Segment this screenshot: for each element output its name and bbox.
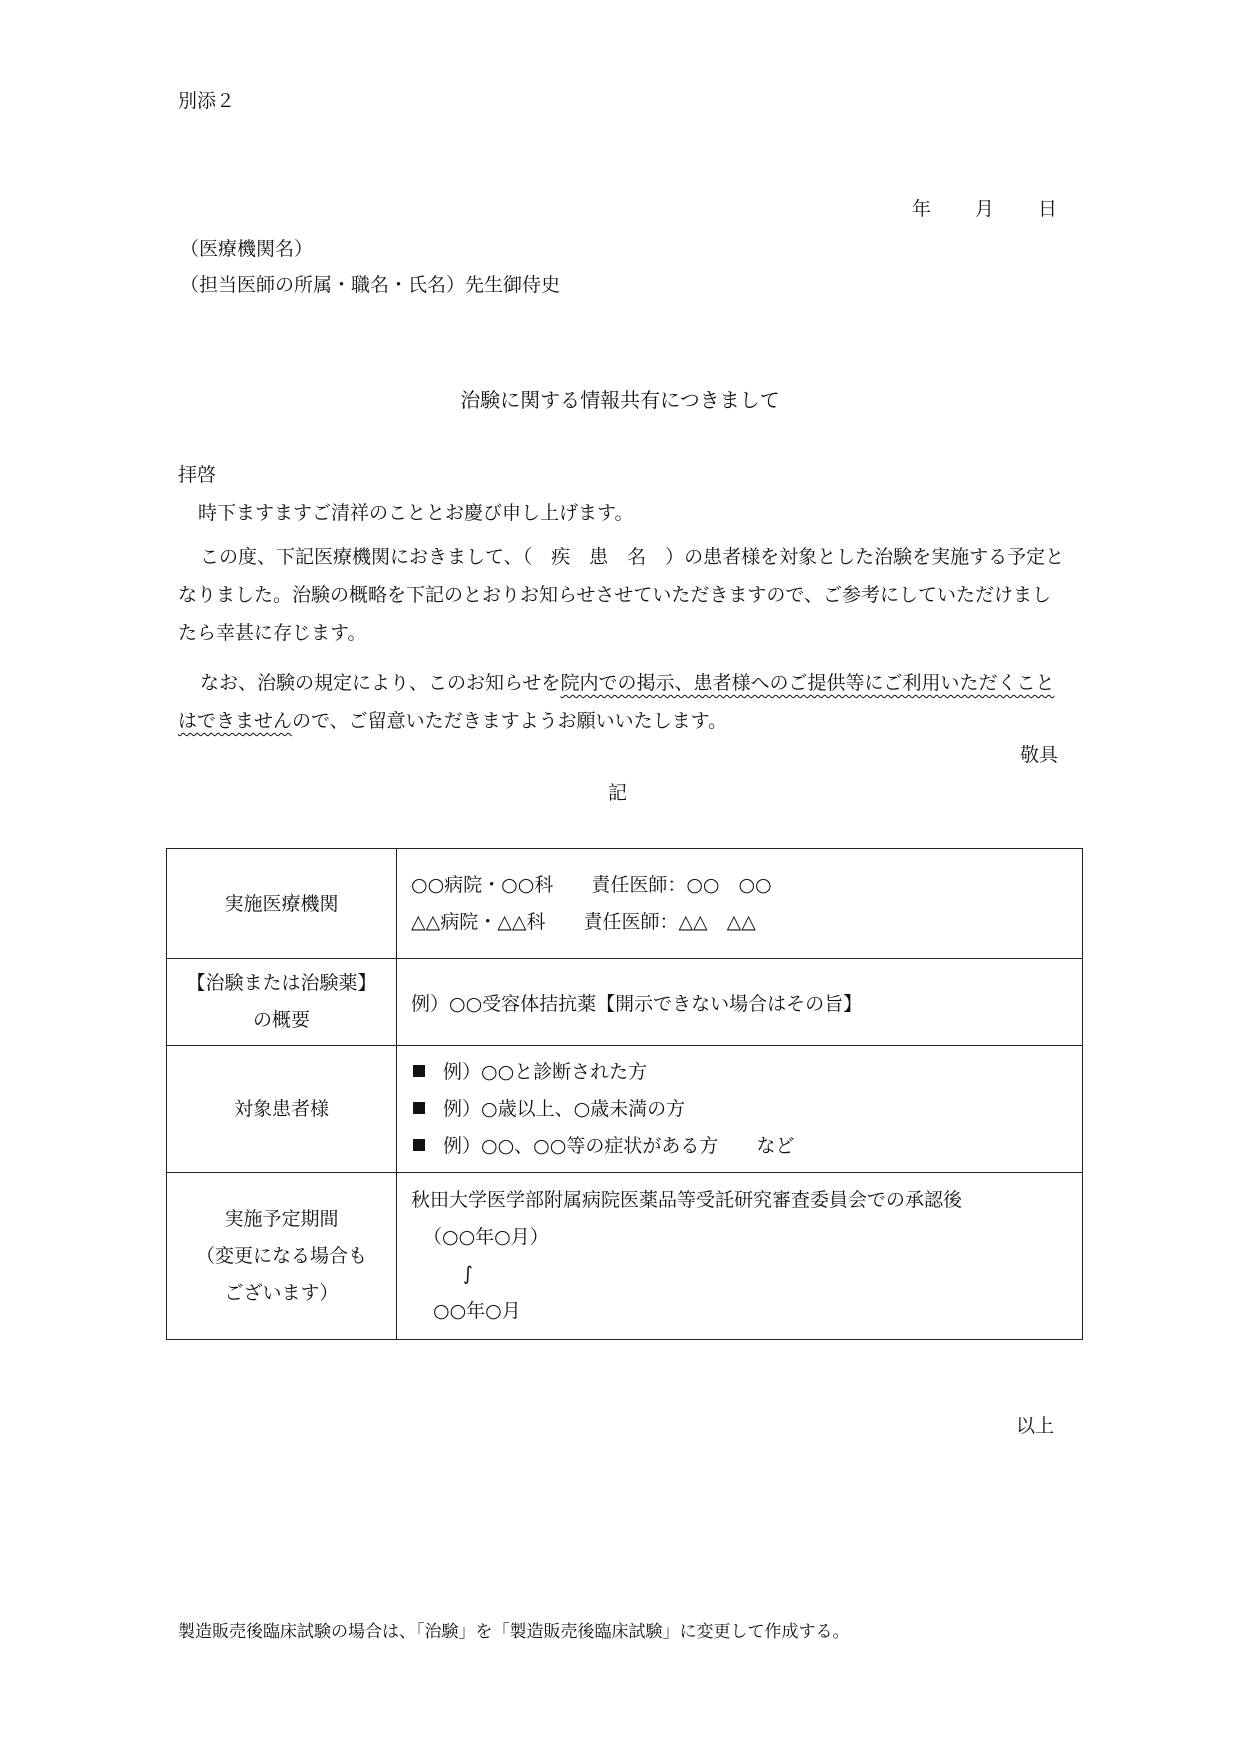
value-period: 秋田大学医学部附属病院医薬品等受託研究審査委員会での承認後 （○○年○月） ∫ ○○年○月 bbox=[397, 1173, 1083, 1340]
addressee-institution: （医療機関名） bbox=[180, 238, 314, 260]
document-title: 治験に関する情報共有につきまして bbox=[460, 388, 780, 412]
value-institution: ○○病院・○○科 責任医師：○○ ○○ △△病院・△△科 責任医師：△△ △△ bbox=[397, 849, 1083, 959]
label-overview: 【治験または治験薬】 の概要 bbox=[167, 959, 397, 1046]
date-month: 月 bbox=[975, 198, 995, 220]
value-overview: 例）○○受容体拮抗薬【開示できない場合はその旨】 bbox=[397, 959, 1083, 1046]
square-bullet-icon bbox=[413, 1139, 425, 1151]
square-bullet-icon bbox=[413, 1065, 425, 1077]
square-bullet-icon bbox=[413, 1102, 425, 1114]
table-row bbox=[167, 959, 1083, 1046]
greeting-haikei: 拝啓 bbox=[178, 464, 217, 486]
table-row bbox=[167, 1173, 1083, 1340]
body-paragraph-1: この度、下記医療機関におきまして、（ 疾 患 名 ）の患者様を対象とした治験を実施する予定となりました。治験の概略を下記のとおりお知らせさせていただきますので、ご参考にしていただけましたら幸甚に存じます。 bbox=[178, 546, 1065, 644]
seasonal-greeting: 時下ますますご清祥のこととお慶び申し上げます。 bbox=[198, 502, 634, 524]
date-day: 日 bbox=[1038, 198, 1058, 220]
attachment-label: 別添２ bbox=[178, 90, 236, 112]
footnote: 製造販売後臨床試験の場合は、「治験」を「製造販売後臨床試験」に変更して作成する。 bbox=[178, 1622, 850, 1642]
label-period: 実施予定期間 （変更になる場合も ございます） bbox=[167, 1173, 397, 1340]
date-line bbox=[912, 198, 1057, 221]
value-target-patients bbox=[397, 1046, 1083, 1173]
list-item: 例）○○、○○等の症状がある方 など bbox=[411, 1128, 1081, 1165]
list-item: 例）○歳以上、○歳未満の方 bbox=[411, 1091, 1081, 1128]
table-row bbox=[167, 1046, 1083, 1173]
body-text bbox=[178, 538, 1068, 740]
restriction-underlined: 院内での掲示、患者様へのご提供等にご利用いただくことはできません bbox=[178, 672, 1055, 732]
trial-info-table bbox=[166, 848, 1083, 1340]
body-paragraph-2: なお、治験の規定により、このお知らせを院内での掲示、患者様へのご提供等にご利用いただくことはできませんので、ご留意いただきますようお願いいたします。 bbox=[178, 672, 1055, 732]
table-row bbox=[167, 849, 1083, 959]
list-item: 例）○○と診断された方 bbox=[411, 1054, 1081, 1091]
label-institution: 実施医療機関 bbox=[167, 849, 397, 959]
label-target-patients: 対象患者様 bbox=[167, 1046, 397, 1173]
date-year: 年 bbox=[912, 198, 932, 220]
end-mark: 以上 bbox=[1016, 1415, 1055, 1437]
addressee-doctor: （担当医師の所属・職名・氏名）先生御侍史 bbox=[180, 274, 561, 296]
closing-keigu: 敬具 bbox=[1020, 744, 1059, 766]
range-tilde: ∫ bbox=[463, 1263, 473, 1285]
ki-heading: 記 bbox=[608, 782, 628, 804]
